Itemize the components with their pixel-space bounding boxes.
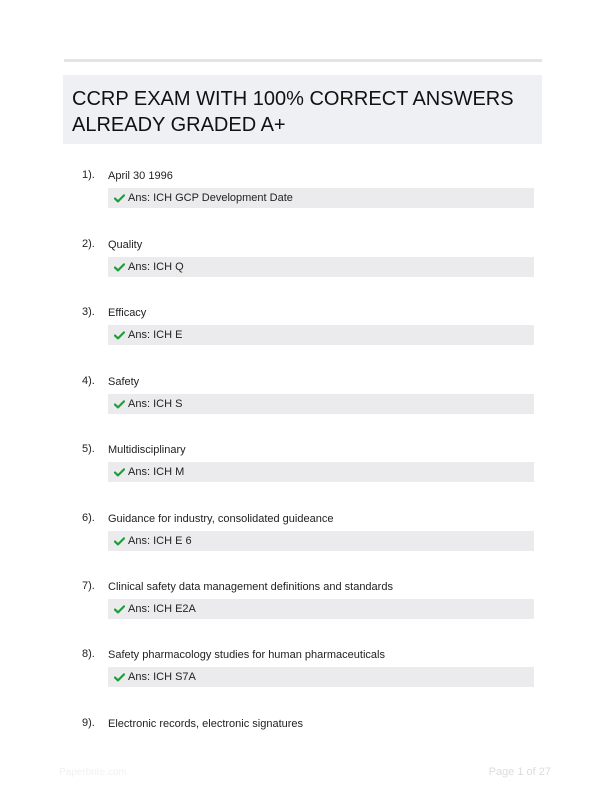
question-text: Clinical safety data management definitions and standards bbox=[108, 581, 393, 593]
question-item bbox=[0, 374, 606, 434]
check-icon bbox=[114, 673, 125, 682]
question-item bbox=[0, 237, 606, 297]
question-number: 8). bbox=[82, 648, 95, 660]
answer-text: Ans: ICH GCP Development Date bbox=[128, 192, 293, 204]
answer-text: Ans: ICH Q bbox=[128, 261, 184, 273]
question-number: 3). bbox=[82, 306, 95, 318]
answer-box bbox=[108, 394, 534, 414]
question-number: 7). bbox=[82, 580, 95, 592]
check-icon bbox=[114, 468, 125, 477]
answer-text: Ans: ICH E2A bbox=[128, 603, 196, 615]
question-text: Quality bbox=[108, 239, 143, 251]
answer-box bbox=[108, 462, 534, 482]
page-indicator: Page 1 of 27 bbox=[488, 766, 551, 778]
answer-text: Ans: ICH S7A bbox=[128, 671, 196, 683]
question-text: Guidance for industry, consolidated guideance bbox=[108, 513, 334, 525]
question-text: Safety bbox=[108, 376, 140, 388]
question-text: April 30 1996 bbox=[108, 170, 173, 182]
question-item bbox=[0, 647, 606, 707]
document-title: CCRP EXAM WITH 100% CORRECT ANSWERS ALREADY GRADED A+ bbox=[72, 88, 514, 136]
check-icon bbox=[114, 331, 125, 340]
title-banner bbox=[63, 75, 542, 144]
answer-box bbox=[108, 531, 534, 551]
check-icon bbox=[114, 194, 125, 203]
check-icon bbox=[114, 400, 125, 409]
question-number: 2). bbox=[82, 238, 95, 250]
answer-text: Ans: ICH S bbox=[128, 398, 183, 410]
footer-watermark: Paperbrite.com bbox=[59, 767, 127, 778]
question-number: 9). bbox=[82, 717, 95, 729]
answer-box bbox=[108, 257, 534, 277]
answer-text: Ans: ICH E 6 bbox=[128, 535, 192, 547]
question-number: 4). bbox=[82, 375, 95, 387]
question-item bbox=[0, 442, 606, 502]
answer-box bbox=[108, 325, 534, 345]
question-number: 6). bbox=[82, 512, 95, 524]
question-item bbox=[0, 168, 606, 228]
question-text: Multidisciplinary bbox=[108, 444, 186, 456]
answer-box bbox=[108, 599, 534, 619]
question-number: 5). bbox=[82, 443, 95, 455]
question-item bbox=[0, 305, 606, 365]
answer-box bbox=[108, 667, 534, 687]
check-icon bbox=[114, 537, 125, 546]
question-item bbox=[0, 579, 606, 639]
answer-text: Ans: ICH E bbox=[128, 329, 183, 341]
answer-text: Ans: ICH M bbox=[128, 466, 185, 478]
question-text: Safety pharmacology studies for human pharmaceuticals bbox=[108, 649, 385, 661]
question-number: 1). bbox=[82, 169, 95, 181]
question-text: Efficacy bbox=[108, 307, 147, 319]
check-icon bbox=[114, 605, 125, 614]
question-text: Electronic records, electronic signatures bbox=[108, 718, 304, 730]
top-divider bbox=[64, 59, 542, 62]
question-item bbox=[0, 511, 606, 571]
check-icon bbox=[114, 263, 125, 272]
answer-box bbox=[108, 188, 534, 208]
